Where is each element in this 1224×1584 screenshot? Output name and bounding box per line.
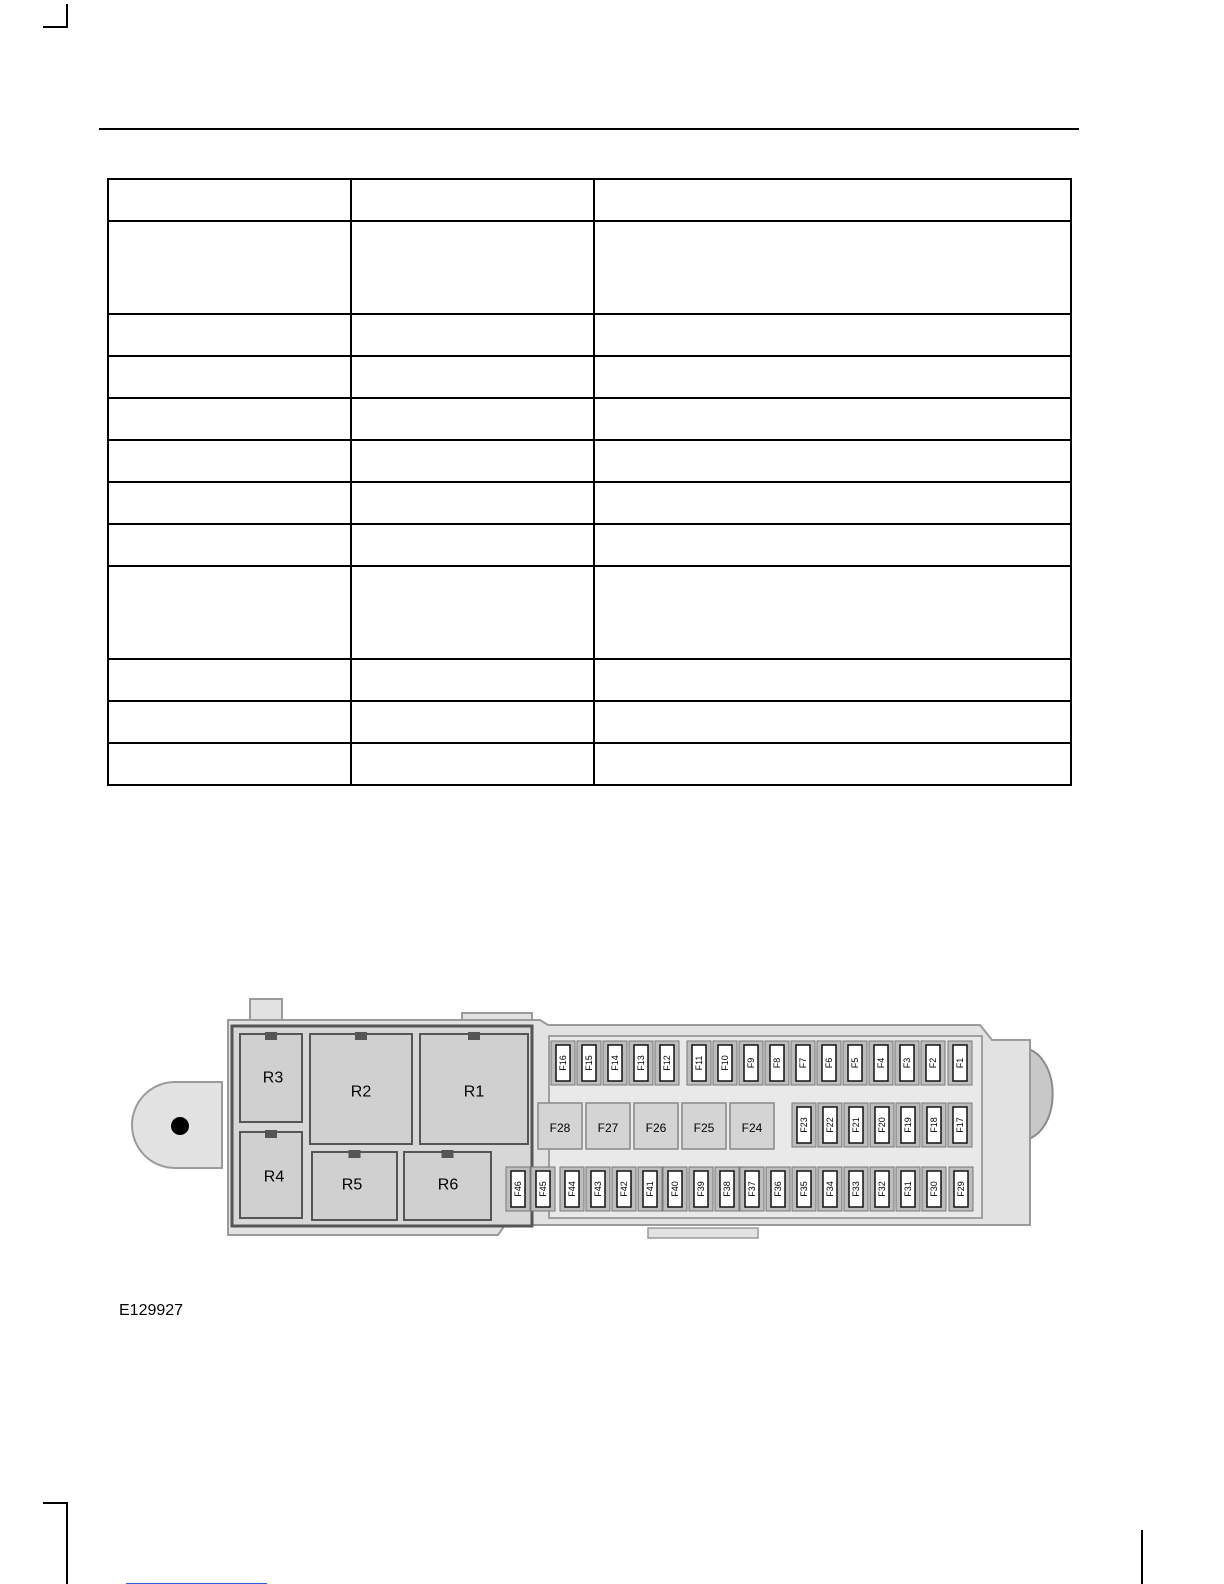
fuse-label-f41: F41 [645,1181,655,1197]
fuse-label-f14: F14 [610,1055,620,1071]
fuse-label-f5: F5 [850,1057,860,1069]
fuse-label-f11: F11 [694,1055,704,1071]
fuse-label-f23: F23 [799,1117,809,1133]
fuse-label-f10: F10 [720,1055,730,1071]
relay-tab [265,1032,277,1040]
relay-tab [265,1130,277,1138]
fuse-label-f35: F35 [799,1181,809,1197]
relay-label-r4: R4 [263,1168,285,1186]
fuse-label-f37: F37 [747,1181,757,1197]
relay-tab [442,1150,454,1158]
fuse-label-f12: F12 [662,1055,672,1071]
fuse-label-f2: F2 [928,1057,938,1069]
fuse-label-f39: F39 [696,1181,706,1197]
fuse-label-f34: F34 [825,1181,835,1197]
fuse-label-f29: F29 [956,1181,966,1197]
fuse-label-f38: F38 [722,1181,732,1197]
relay-label-r5: R5 [341,1176,363,1194]
fuse-label-f40: F40 [670,1181,680,1197]
fuse-label-f28: F28 [549,1121,571,1135]
fuse-label-f22: F22 [825,1117,835,1133]
bottom-clip [648,1228,758,1238]
fuse-label-f7: F7 [798,1057,808,1069]
fuse-label-f8: F8 [772,1057,782,1069]
fuse-label-f42: F42 [619,1181,629,1197]
fuse-label-f26: F26 [645,1121,667,1135]
fuse-label-f18: F18 [929,1117,939,1133]
relay-label-r3: R3 [262,1069,284,1087]
diagram-components [240,1032,973,1220]
relay-label-r2: R2 [350,1083,372,1101]
fuse-label-f6: F6 [824,1057,834,1069]
fuse-label-f33: F33 [851,1181,861,1197]
relay-tab [468,1032,480,1040]
fuse-label-f27: F27 [597,1121,619,1135]
mounting-hole [171,1117,189,1135]
relay-label-r6: R6 [437,1176,459,1194]
fuse-label-f17: F17 [955,1117,965,1133]
relay-label-r1: R1 [463,1083,485,1101]
fuse-label-f30: F30 [929,1181,939,1197]
relay-tab [355,1032,367,1040]
fuse-label-f31: F31 [903,1181,913,1197]
fuse-label-f9: F9 [746,1057,756,1069]
figure-id: E129927 [119,1302,184,1319]
fuse-label-f20: F20 [877,1117,887,1133]
fuse-label-f15: F15 [584,1055,594,1071]
relay-tab [349,1150,361,1158]
fuse-label-f46: F46 [513,1181,523,1197]
fuse-label-f1: F1 [955,1057,965,1069]
fuse-label-f24: F24 [741,1121,763,1135]
fuse-label-f45: F45 [538,1181,548,1197]
fuse-label-f19: F19 [903,1117,913,1133]
fuse-label-f44: F44 [567,1181,577,1197]
fuse-label-f43: F43 [593,1181,603,1197]
fuse-label-f21: F21 [851,1117,861,1133]
fuse-label-f16: F16 [558,1055,568,1071]
fuse-label-f13: F13 [636,1055,646,1071]
fuse-label-f4: F4 [876,1057,886,1069]
fuse-label-f32: F32 [877,1181,887,1197]
fuse-label-f36: F36 [773,1181,783,1197]
fuse-label-f3: F3 [902,1057,912,1069]
fuse-label-f25: F25 [693,1121,715,1135]
